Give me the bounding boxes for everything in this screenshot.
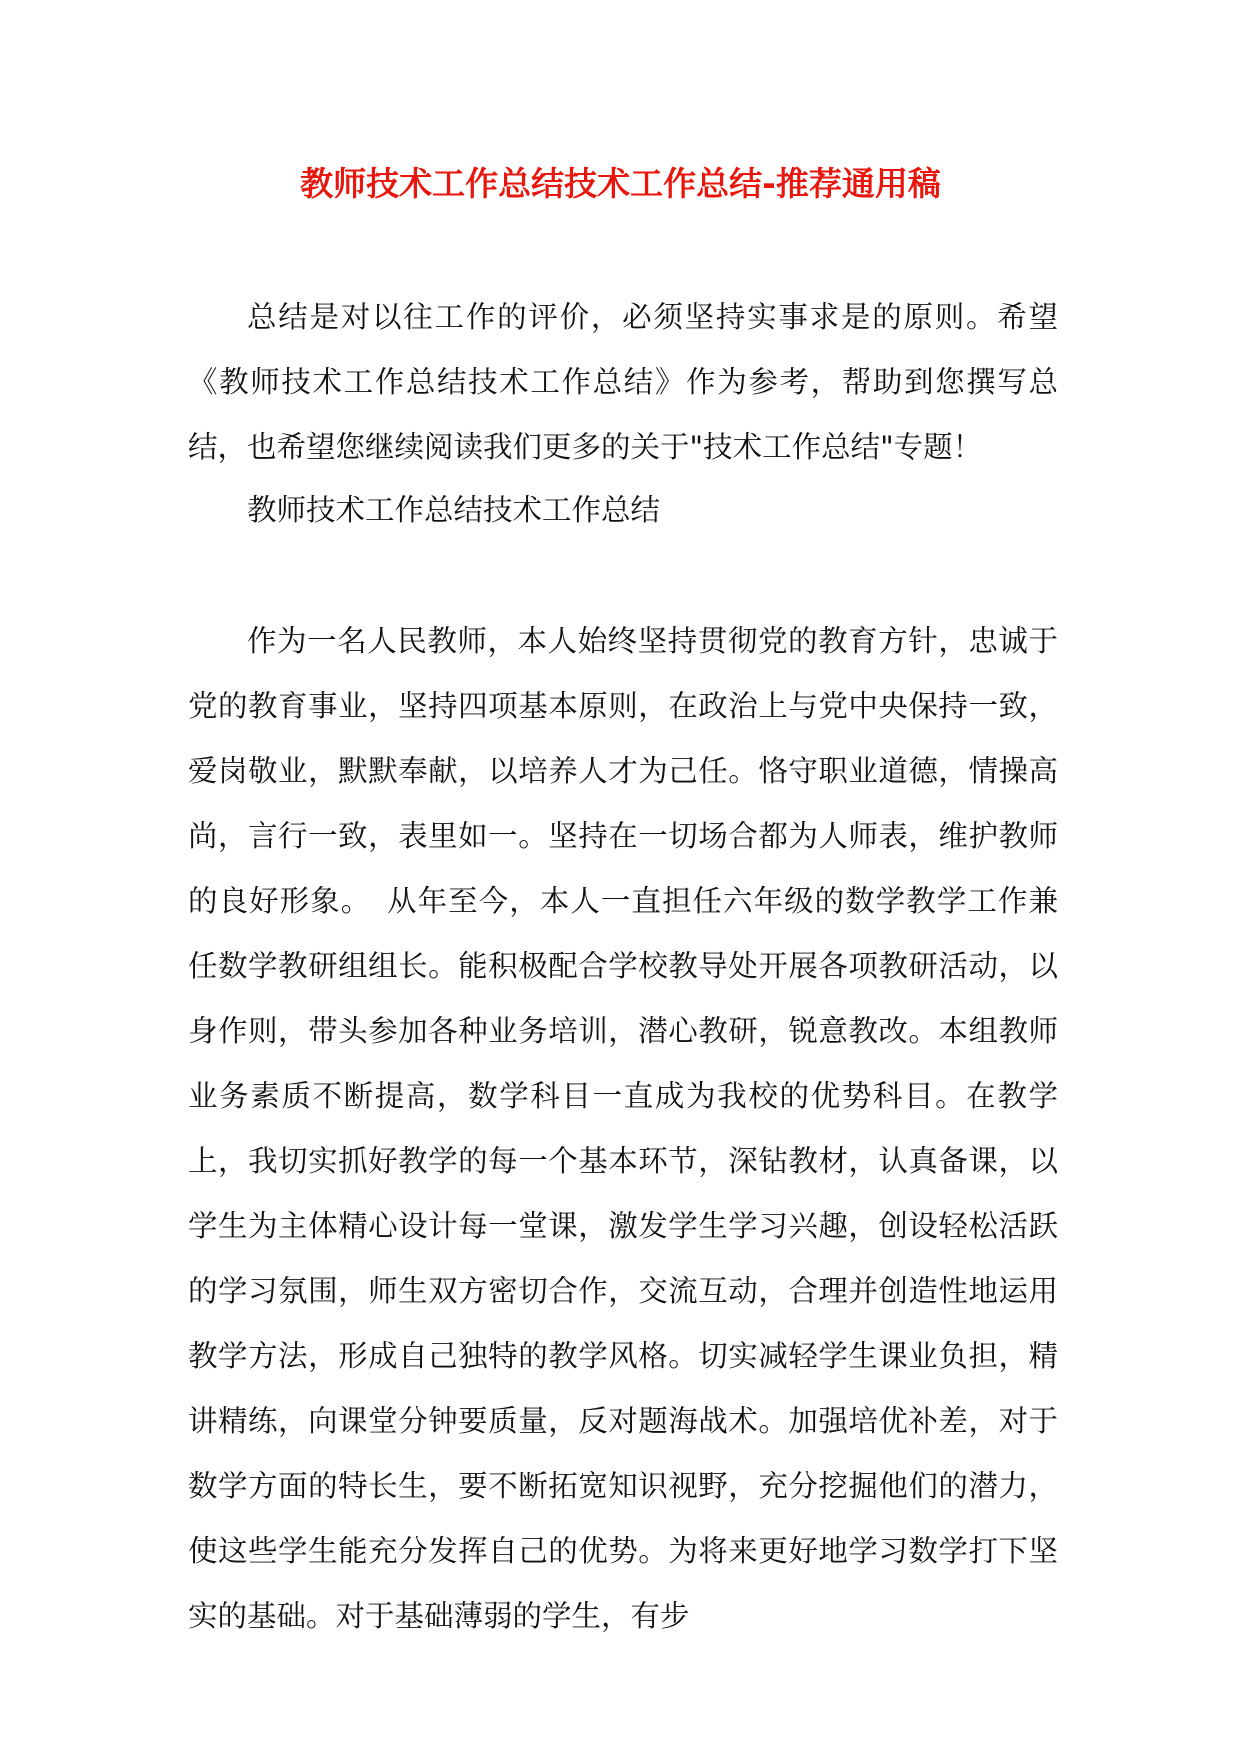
section-subtitle: 教师技术工作总结技术工作总结 — [247, 493, 661, 527]
intro-paragraph: 总结是对以往工作的评价，必须坚持实事求是的原则。希望《教师技术工作总结技术工作总结》作为参考，帮助到您撰写总结，也希望您继续阅读我们更多的关于"技术工作总结"专题！ — [188, 300, 1058, 464]
document-title: 教师技术工作总结技术工作总结-推荐通用稿 — [300, 164, 941, 203]
body-paragraph: 作为一名人民教师，本人始终坚持贯彻党的教育方针，忠诚于党的教育事业，坚持四项基本原则，在政治上与党中央保持一致，爱岗敬业，默默奉献，以培养人才为己任。恪守职业道德，情操高尚，言行一致，表里如一。坚持在一切场合都为人师表，维护教师的良好形象。 从年至今，本人一直担任六年级的数学教学工作兼任数学教研组组长。能积极配合学校教导处开展各项教研活动，以身作则，带头参加各种业务培训，潜心教研，锐意教改。本组教师业务素质不断提高，数学科目一直成为我校的优势科目。在教学上，我切实抓好教学的每一个基本环节，深钻教材，认真备课，以学生为主体精心设计每一堂课，激发学生学习兴趣，创设轻松活跃的学习氛围，师生双方密切合作，交流互动，合理并创造性地运用教学方法，形成自己独特的教学风格。切实减轻学生课业负担，精讲精练，向课堂分钟要质量，反对题海战术。加强培优补差，对于数学方面的特长生，要不断拓宽知识视野，充分挖掘他们的潜力，使这些学生能充分发挥自己的优势。为将来更好地学习数学打下坚实的基础。对于基础薄弱的学生，有步 — [188, 624, 1058, 1633]
